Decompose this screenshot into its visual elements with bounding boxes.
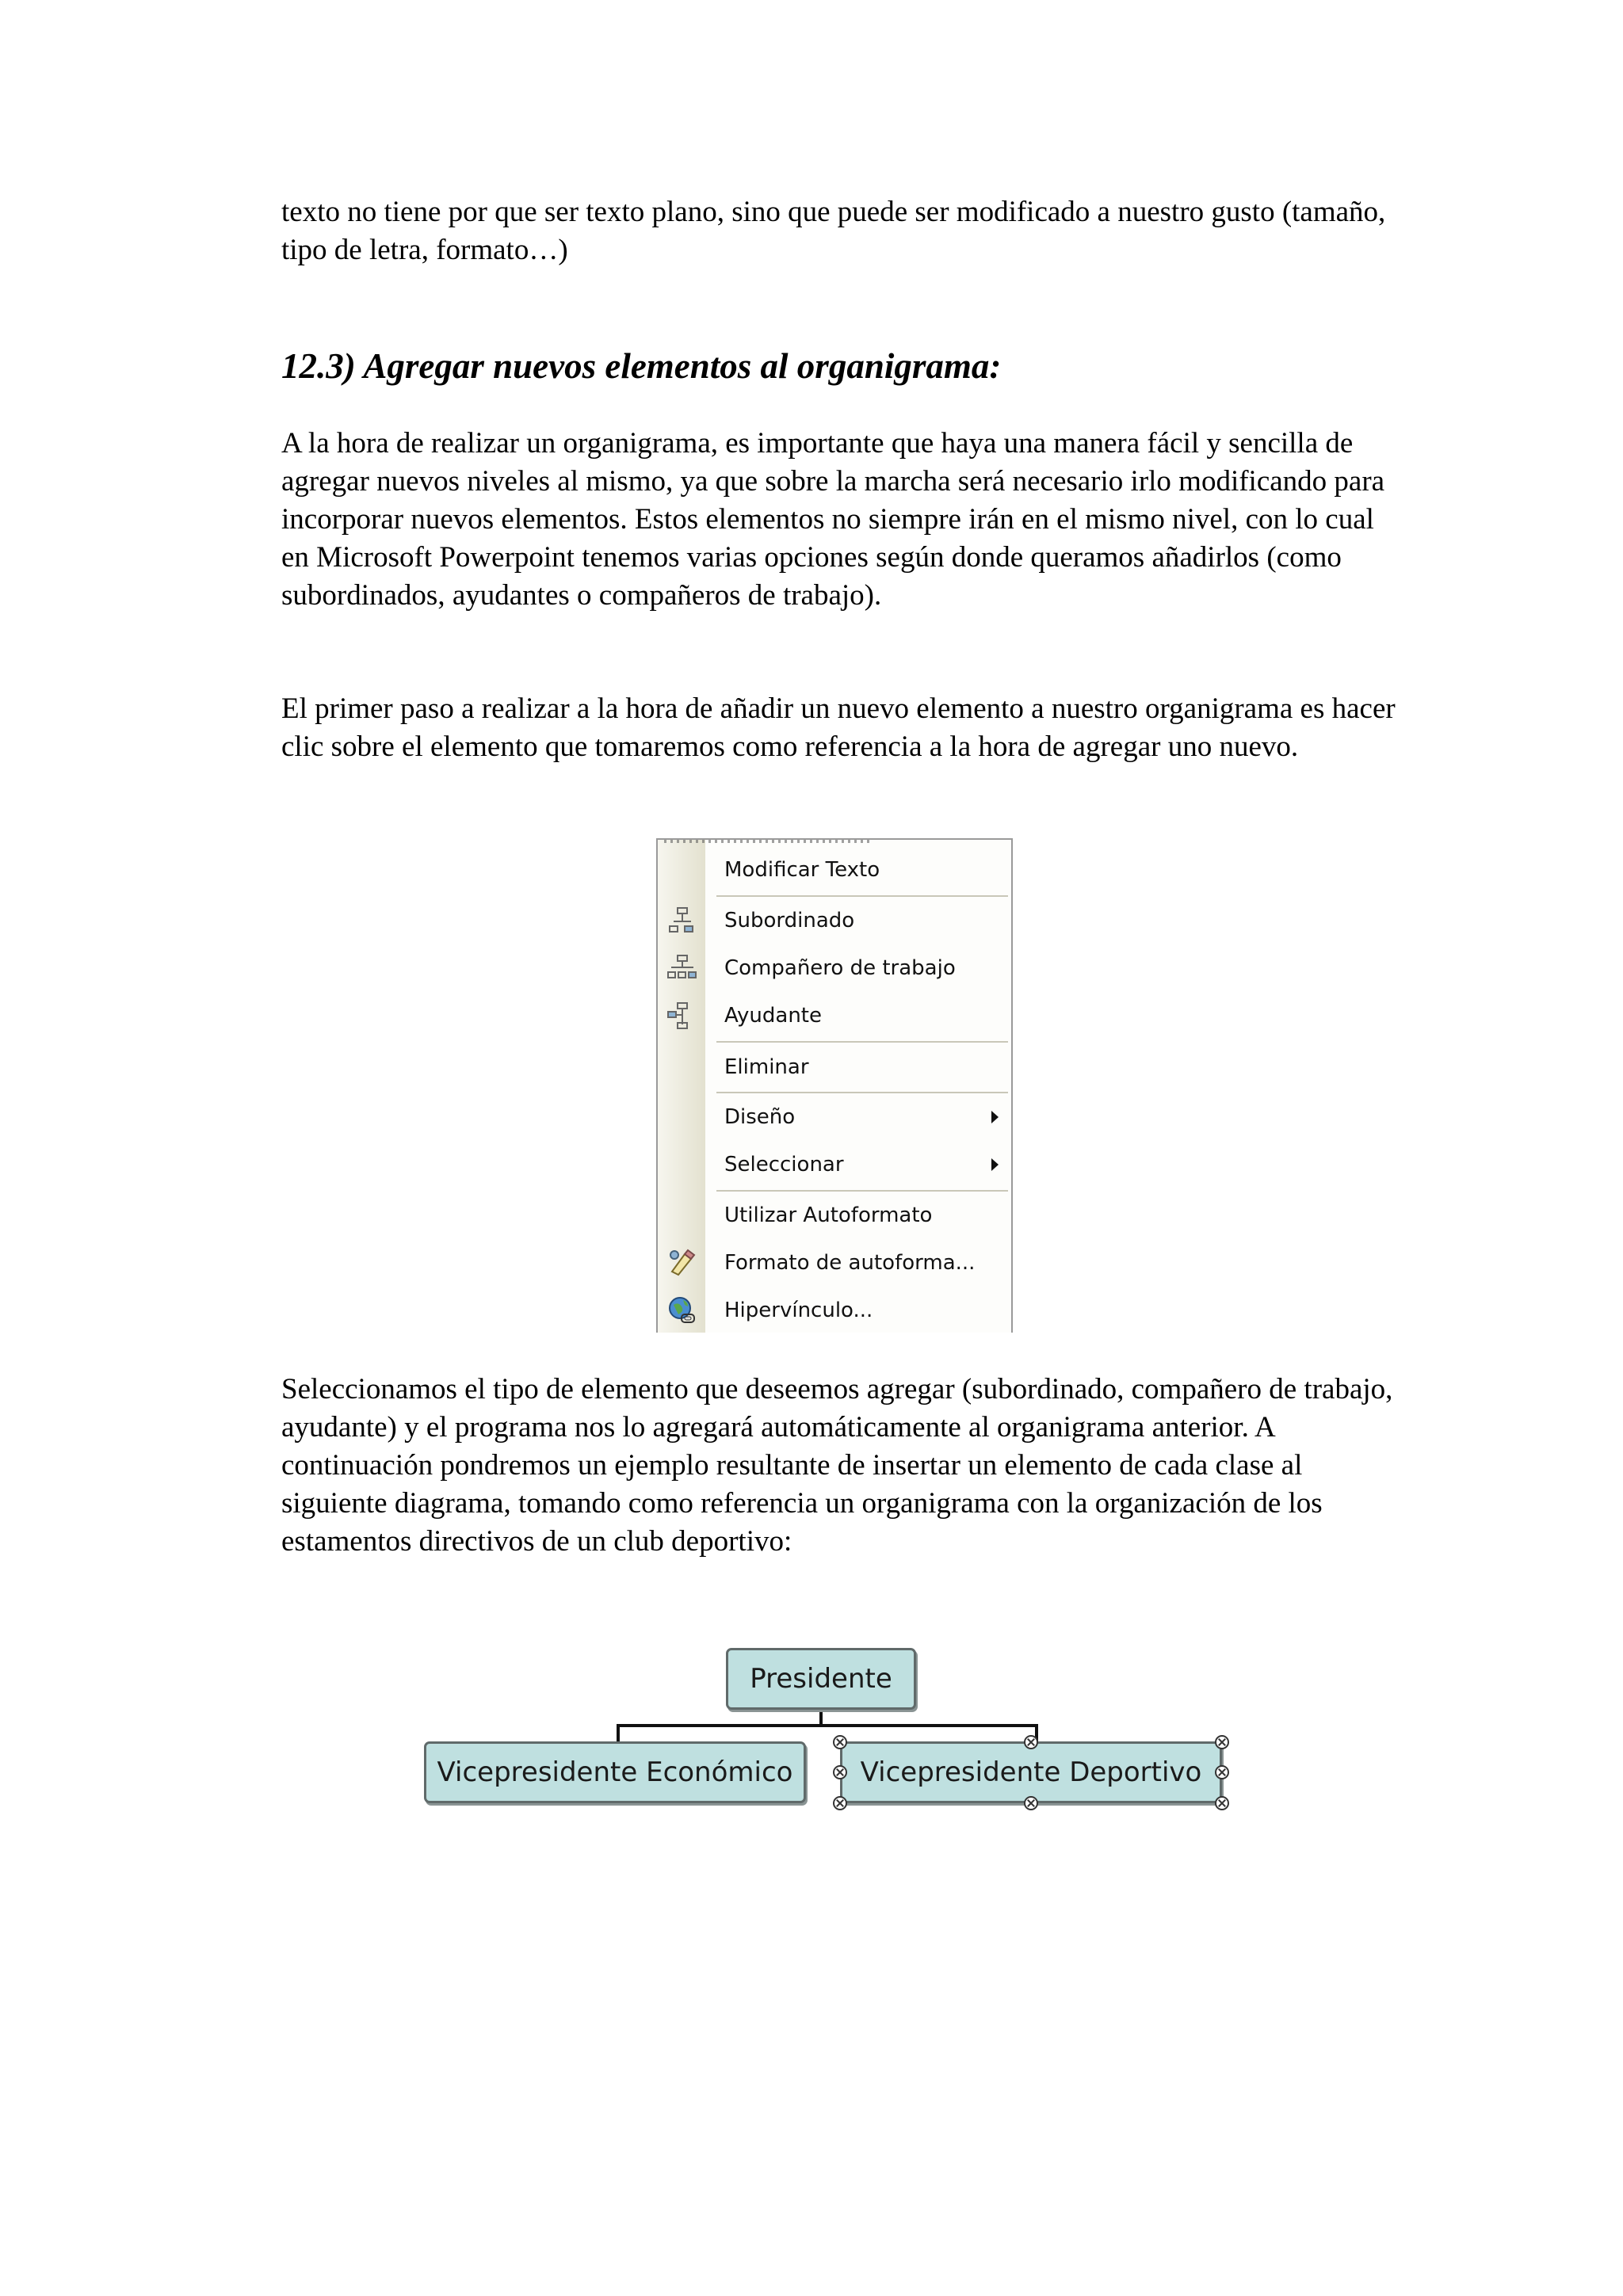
menu-item-companero[interactable] [658, 946, 1011, 990]
paragraph-intro: texto no tiene por que ser texto plano, sino que puede ser modificado a nuestro gusto (tamaño, tipo de letra, formato…) [281, 196, 1386, 266]
menu-separator [716, 1092, 1008, 1093]
menu-item-eliminar[interactable] [658, 1045, 1011, 1089]
connector-top [819, 1710, 823, 1727]
menu-separator [716, 895, 1008, 897]
org-node-vicepresidente-economico[interactable]: Vicepresidente Económico [424, 1741, 806, 1803]
menu-separator [716, 1041, 1008, 1043]
submenu-arrow-icon [991, 1111, 999, 1123]
menu-item-label: Eliminar [724, 1055, 809, 1079]
paragraph-1: A la hora de realizar un organigrama, es importante que haya una manera fácil y sencilla de agregar nuevos niveles al mismo, ya que sobre la marcha será necesario irlo modificando para incorporar nuevos elementos. Estos elementos no siempre irán en el mismo nivel, con lo cual en Microsoft Powerpoint tenemos varias opciones según donde queramos añadirlos (como subordinados, ayudantes o compañeros de trabajo). [281, 427, 1385, 612]
paragraph-3: Seleccionamos el tipo de elemento que deseemos agregar (subordinado, compañero de trabajo, ayudante) y el programa nos lo agregará automáticamente al organigrama anterior. A continuación pondremos un ejemplo resultante de insertar un elemento de cada clase al siguiente diagrama, tomando como referencia un organigrama con la organización de los estamentos directivos de un club deportivo: [281, 1373, 1393, 1558]
selection-handle[interactable] [1024, 1796, 1038, 1810]
menu-item-label: Modificar Texto [724, 858, 880, 882]
menu-item-label: Diseño [724, 1105, 796, 1129]
menu-item-ayudante[interactable] [658, 994, 1011, 1038]
selection-handle[interactable] [1215, 1735, 1229, 1749]
submenu-arrow-icon [991, 1158, 999, 1171]
menu-item-hipervinculo[interactable] [658, 1288, 1011, 1333]
menu-item-subordinado[interactable] [658, 898, 1011, 943]
format-shape-icon [667, 1248, 697, 1278]
section-heading: 12.3) Agregar nuevos elementos al organigrama: [281, 346, 1002, 386]
paragraph-2: El primer paso a realizar a la hora de añadir un nuevo elemento a nuestro organigrama es hacer clic sobre el elemento que tomaremos como referencia a la hora de agregar uno nuevo. [281, 692, 1396, 763]
org-chart [420, 1616, 1236, 1830]
org-node-presidente[interactable]: Presidente [726, 1648, 916, 1710]
org-assistant-icon [667, 1001, 697, 1031]
menu-item-label: Formato de autoforma... [724, 1251, 976, 1275]
menu-item-seleccionar[interactable] [658, 1142, 1011, 1187]
menu-item-autoformato[interactable] [658, 1193, 1011, 1238]
menu-item-label: Seleccionar [724, 1153, 844, 1177]
menu-item-label: Compañero de trabajo [724, 956, 956, 980]
menu-item-label: Hipervínculo... [724, 1299, 873, 1322]
context-menu [656, 838, 1013, 1333]
selection-handle[interactable] [1215, 1765, 1229, 1779]
menu-item-label: Subordinado [724, 909, 855, 933]
selection-handle[interactable] [833, 1765, 847, 1779]
org-subordinate-icon [667, 906, 697, 936]
menu-item-diseno[interactable] [658, 1095, 1011, 1139]
connector-horizontal [617, 1724, 1038, 1727]
menu-item-formato-autoforma[interactable] [658, 1241, 1011, 1285]
org-coworker-icon [667, 953, 697, 983]
menu-item-label: Utilizar Autoformato [724, 1203, 933, 1227]
selection-handle[interactable] [1024, 1735, 1038, 1749]
selection-handle[interactable] [1215, 1796, 1229, 1810]
selection-handle[interactable] [833, 1735, 847, 1749]
menu-separator [716, 1190, 1008, 1192]
menu-item-label: Ayudante [724, 1004, 822, 1028]
org-node-vicepresidente-deportivo[interactable]: Vicepresidente Deportivo [840, 1741, 1222, 1803]
menu-top-edge [664, 838, 870, 843]
selection-handle[interactable] [833, 1796, 847, 1810]
menu-item-modificar-texto[interactable] [658, 848, 1011, 892]
hyperlink-globe-icon [667, 1295, 697, 1325]
